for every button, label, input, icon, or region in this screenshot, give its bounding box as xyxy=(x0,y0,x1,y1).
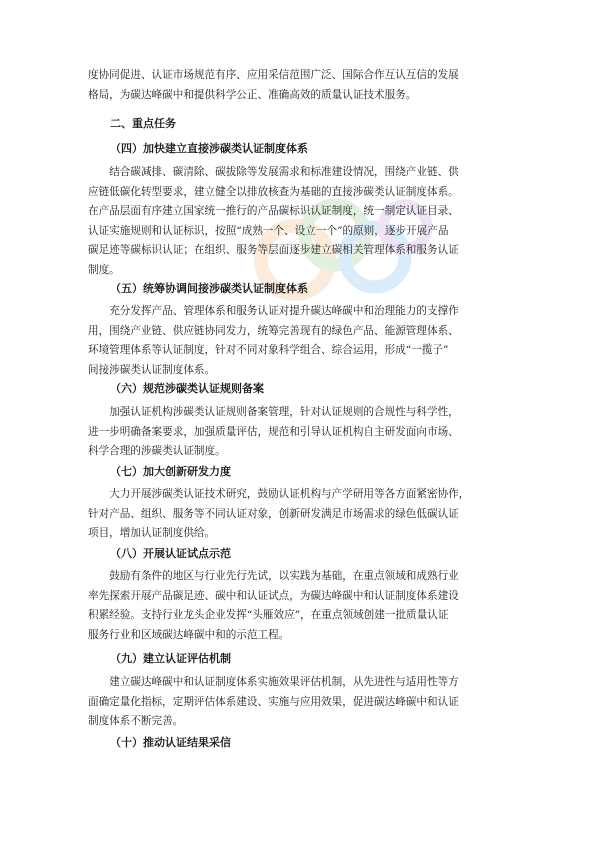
body-line: 充分发挥产品、管理体系和服务认证对提升碳达峰碳中和治理能力的支撑作 xyxy=(109,305,459,317)
task-heading-6: （六）规范涉碳类认证规则备案 xyxy=(110,382,264,395)
body-line: 服务行业和区域碳达峰碳中和的示范工程。 xyxy=(88,628,290,641)
body-line: 积累经验。支持行业龙头企业发挥“头雁效应”，在重点领域创建一批质量认证 xyxy=(88,609,449,622)
body-line: 间接涉碳类认证制度体系。 xyxy=(88,363,216,376)
body-line: 制度。 xyxy=(88,263,120,276)
task-heading-5: （五）统筹协调间接涉碳类认证制度体系 xyxy=(110,282,308,295)
intro-paragraph xyxy=(88,66,508,105)
task-heading-8: （八）开展认证试点示范 xyxy=(110,547,231,560)
body-line: 面确定量化指标，定期评估体系建设、实施与应用效果，促进碳达峰碳中和认证 xyxy=(88,695,459,708)
body-line: 加强认证机构涉碳类认证规则备案管理，针对认证规则的合规性与科学性， xyxy=(109,406,459,418)
body-line: 应链低碳化转型要求，建立健全以排放核查为基础的直接涉碳类认证制度体系。 xyxy=(88,185,459,198)
body-line: 进一步明确备案要求，加强质量评估，规范和引导认证机构自主研发面向市场、 xyxy=(88,425,459,438)
body-line: 环境管理体系等认证制度，针对不同对象科学组合、综合运用，形成“一揽子” xyxy=(88,344,449,357)
body-line: 用，围绕产业链、供应链协同发力，统筹完善现有的绿色产品、能源管理体系、 xyxy=(88,324,459,337)
section-title: 二、重点任务 xyxy=(110,117,176,130)
task-body-6 xyxy=(88,403,508,462)
intro-line: 度协同促进、认证市场规范有序、应用采信范围广泛、国际合作互认互信的发展 xyxy=(88,69,459,81)
task-body-7 xyxy=(88,485,508,544)
task-body-8 xyxy=(88,567,508,645)
body-line: 认证实施规则和认证标识，按照“成熟一个、设立一个”的原则，逐步开展产品 xyxy=(88,224,449,237)
task-heading-4: （四）加快建立直接涉碳类认证制度体系 xyxy=(110,142,308,155)
task-heading-10: （十）推动认证结果采信 xyxy=(110,736,231,749)
body-line: 大力开展涉碳类认证技术研究，鼓励认证机构与产学研用等各方面紧密协作， xyxy=(109,488,470,500)
body-line: 科学合理的涉碳类认证制度。 xyxy=(88,445,226,458)
body-line: 鼓励有条件的地区与行业先行先试，以实践为基础，在重点领域和成熟行业 xyxy=(109,570,459,582)
task-heading-7: （七）加大创新研发力度 xyxy=(110,465,231,478)
body-line: 项目，增加认证制度供给。 xyxy=(88,527,216,540)
body-line: 碳足迹等碳标识认证；在组织、服务等层面逐步建立碳相关管理体系和服务认证 xyxy=(88,244,459,257)
body-line: 针对产品、组织、服务等不同认证对象，创新研发满足市场需求的绿色低碳认证 xyxy=(88,507,459,520)
task-body-9 xyxy=(88,673,508,732)
body-line: 结合碳减排、碳清除、碳拔除等发展需求和标准建设情况，围绕产业链、供 xyxy=(109,166,459,178)
body-line: 在产品层面有序建立国家统一推行的产品碳标识认证制度，统一制定认证目录、 xyxy=(88,205,459,218)
task-body-4 xyxy=(88,163,508,281)
task-heading-9: （九）建立认证评估机制 xyxy=(110,652,231,665)
body-line: 建立碳达峰碳中和认证制度体系实施效果评估机制，从先进性与适用性等方 xyxy=(109,676,459,688)
intro-line: 格局，为碳达峰碳中和提供科学公正、准确高效的质量认证技术服务。 xyxy=(88,88,417,101)
task-body-5 xyxy=(88,302,508,380)
body-line: 制度体系不断完善。 xyxy=(88,715,184,728)
body-line: 率先探索开展产品碳足迹、碳中和认证试点，为碳达峰碳中和认证制度体系建设 xyxy=(88,589,459,602)
